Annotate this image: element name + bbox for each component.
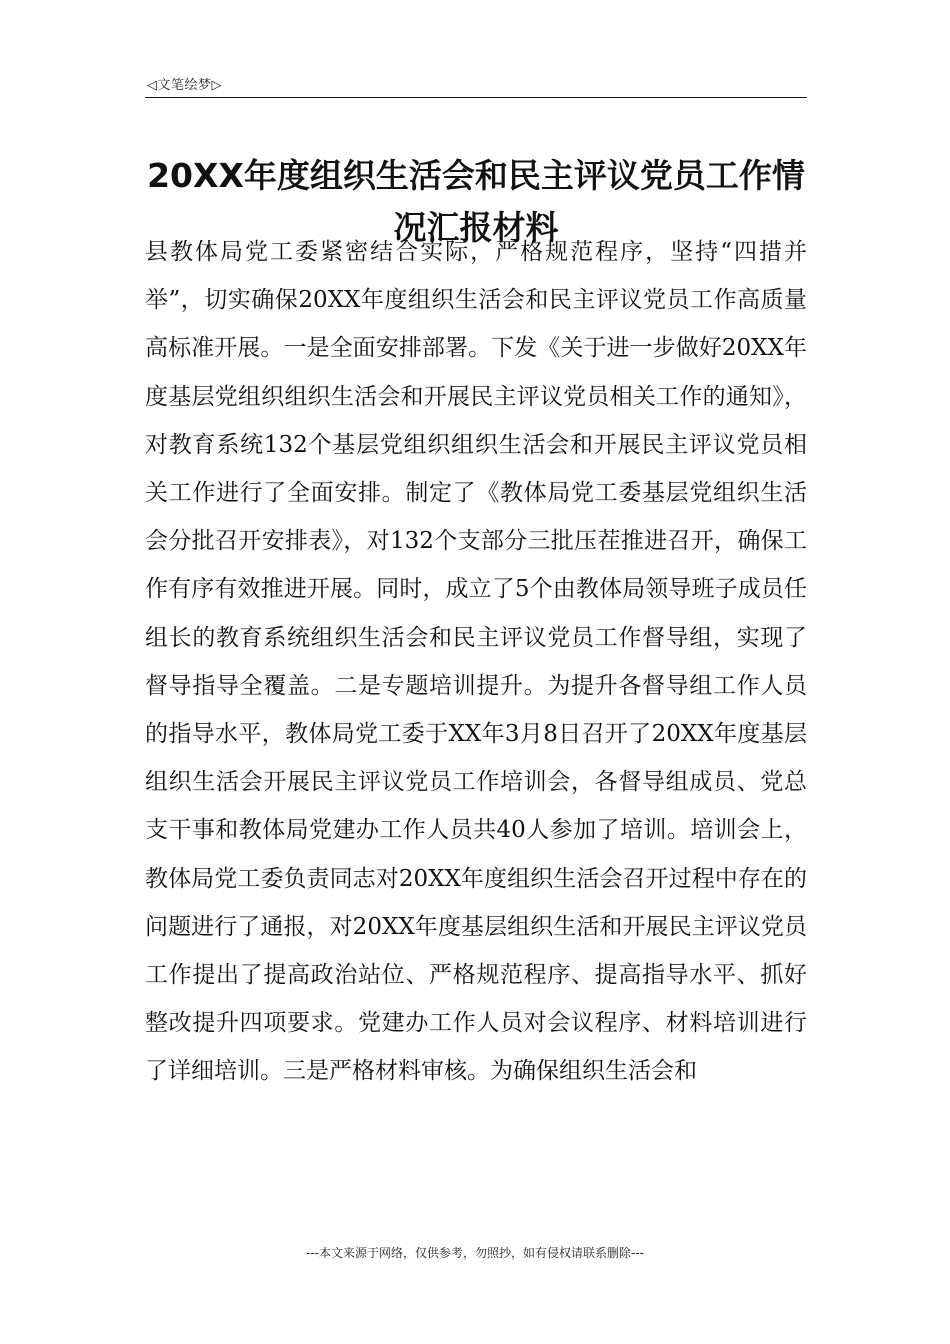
- document-title: 20XX年度组织生活会和民主评议党员工作情况汇报材料: [147, 156, 805, 248]
- document-body: 县教体局党工委紧密结合实际，严格规范程序，坚持“四措并举”，切实确保20XX年度组织生活会和民主评议党员工作高质量高标准开展。一是全面安排部署。下发《关于进一步做好20XX年度基层党组织组织生活会和开展民主评议党员相关工作的通知》，对教育系统132个基层党组织组织生活会和开展民主评议党员相关工作进行了全面安排。制定了《教体局党工委基层党组织生活会分批召开安排表》，对132个支部分三批压茬推进召开，确保工作有序有效推进开展。同时，成立了5个由教体局领导班子成员任组长的教育系统组织生活会和民主评议党员工作督导组，实现了督导指导全覆盖。二是专题培训提升。为提升各督导组工作人员的指导水平，教体局党工委于XX年3月8日召开了20XX年度基层组织生活会开展民主评议党员工作培训会，各督导组成员、党总支干事和教体局党建办工作人员共40人参加了培训。培训会上，教体局党工委负责同志对20XX年度组织生活会召开过程中存在的问题进行了通报，对20XX年度基层组织生活和开展民主评议党员工作提出了提高政治站位、严格规范程序、提高指导水平、抓好整改提升四项要求。党建办工作人员对会议程序、材料培训进行了详细培训。三是严格材料审核。为确保组织生活会和: [145, 239, 807, 1085]
- header-brand: ◁文笔绘梦▷: [147, 78, 222, 93]
- header-divider: [145, 97, 807, 98]
- footer-disclaimer: ---本文来源于网络，仅供参考，勿照抄，如有侵权请联系删除---: [306, 1246, 644, 1260]
